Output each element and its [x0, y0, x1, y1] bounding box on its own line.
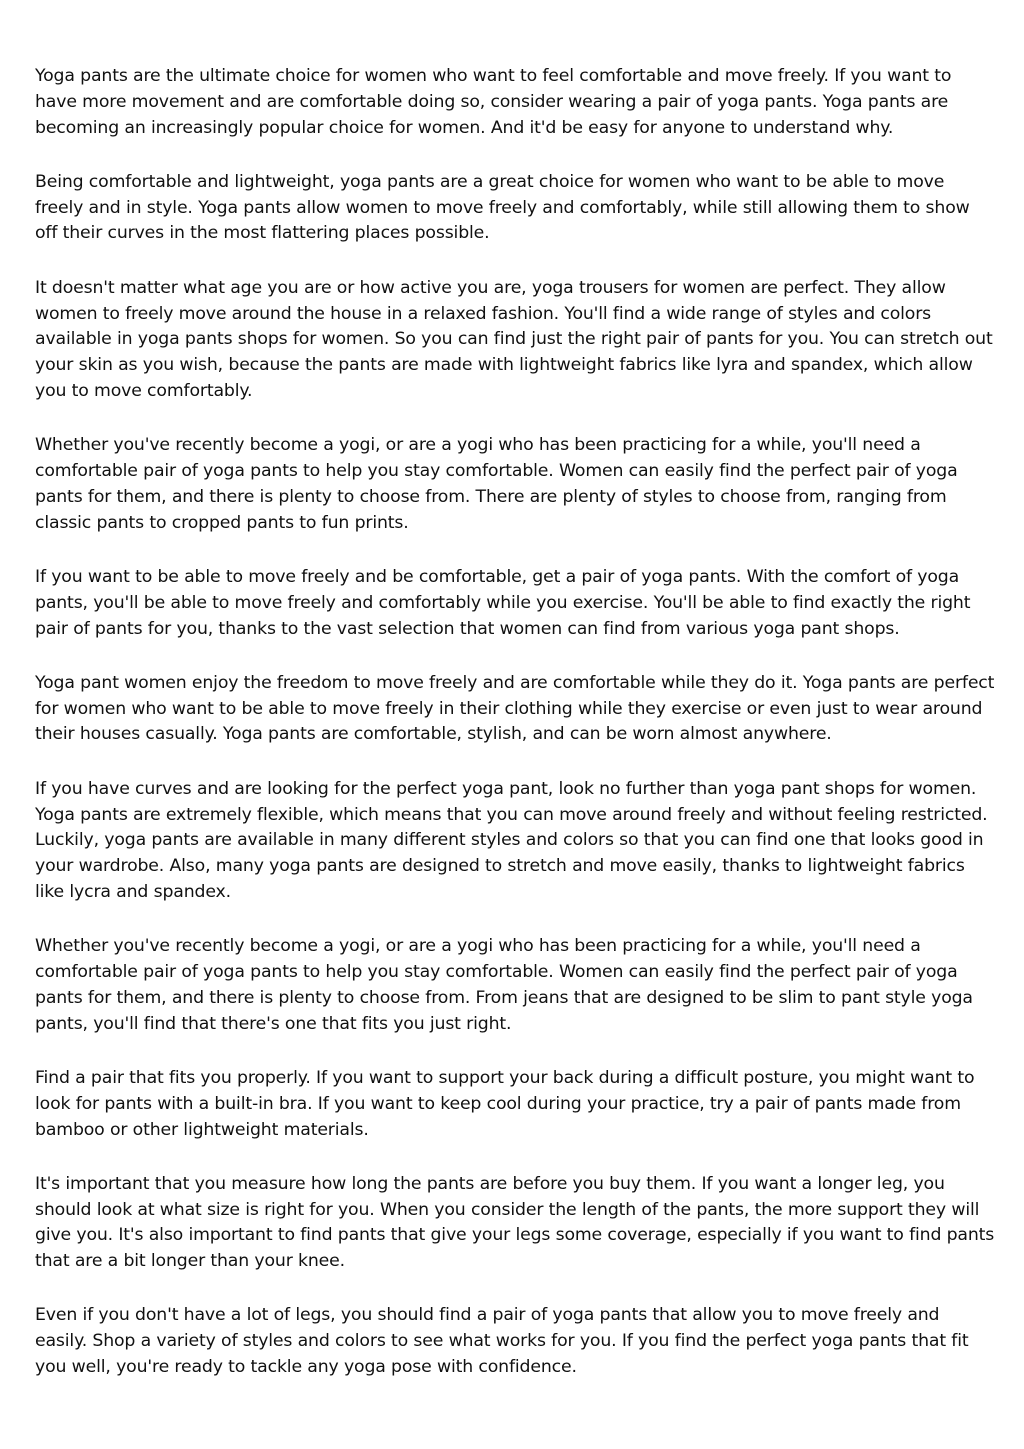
paragraph-8: Whether you've recently become a yogi, or are a yogi who has been practicing for a while, you'll need a comfortable pair of yoga pants to help you stay comfortable. Women can easily find the perfect pair of yoga pants for them, and there is plenty to choose from. From jeans that are designed to be slim to pant style yoga pants, you'll find that there's one that fits you just right. — [35, 936, 973, 1034]
paragraph-5: If you want to be able to move freely and be comfortable, get a pair of yoga pants. With the comfort of yoga pants, you'll be able to move freely and comfortably while you exercise. You'll be able to find exactly the right pair of pants for you, thanks to the vast selection that women can find from various yoga pant shops. — [35, 566, 971, 639]
paragraph-10: It's important that you measure how long the pants are before you buy them. If you want a longer leg, you should look at what size is right for you. When you consider the length of the pants, the more support they will give you. It's also important to find pants that give your legs some coverage, especially if you want to find pants that are a bit longer than your knee. — [35, 1173, 995, 1272]
paragraph-3: It doesn't matter what age you are or how active you are, yoga trousers for women are perfect. They allow women to freely move around the house in a relaxed fashion. You'll find a wide range of styles and colors available in yoga pants shops for women. So you can find just the right pair of pants for you. You can stretch out your skin as you wish, because the pants are made with lightweight fabrics like lyra and spandex, which allow you to move comfortably. — [35, 277, 993, 401]
paragraph-2: Being comfortable and lightweight, yoga pants are a great choice for women who want to be able to move freely and in style. Yoga pants allow women to move freely and comfortably, while still allowing them to show off their curves in the most flattering places possible. — [35, 171, 970, 244]
paragraph-11: Even if you don't have a lot of legs, you should find a pair of yoga pants that allow you to move freely and easily. Shop a variety of styles and colors to see what works for you. If you find the perfect yoga pants that fit you well, you're ready to tackle any yoga pose with confidence. — [35, 1305, 969, 1378]
paragraph-1: Yoga pants are the ultimate choice for women who want to feel comfortable and move freely. If you want to have more movement and are comfortable doing so, consider wearing a pair of yoga pants. Yoga pants are becoming an increasingly popular choice for women. And it'd be easy for anyone to understand why. — [35, 66, 952, 138]
paragraph-4: Whether you've recently become a yogi, or are a yogi who has been practicing for a while, you'll need a comfortable pair of yoga pants to help you stay comfortable. Women can easily find the perfect pair of yoga pants for them, and there is plenty to choose from. There are plenty of styles to choose from, ranging from classic pants to cropped pants to fun prints. — [35, 435, 958, 533]
paragraph-6: Yoga pant women enjoy the freedom to move freely and are comfortable while they do it. Yoga pants are perfect for women who want to be able to move freely in their clothing while they exercise or even just to wear around their houses casually. Yoga pants are comfortable, stylish, and can be worn almost anywhere. — [35, 672, 995, 745]
document-body — [35, 64, 995, 1409]
paragraph-9: Find a pair that fits you properly. If you want to support your back during a difficult posture, you might want to look for pants with a built-in bra. If you want to keep cool during your practice, try a pair of pants made from bamboo or other lightweight materials. — [35, 1067, 975, 1140]
paragraph-7: If you have curves and are looking for the perfect yoga pant, look no further than yoga pant shops for women. Yoga pants are extremely flexible, which means that you can move around freely and without feeling restricted. Luckily, yoga pants are available in many different styles and colors so that you can find one that looks good in your wardrobe. Also, many yoga pants are designed to stretch and move easily, thanks to lightweight fabrics like lycra and spandex. — [35, 778, 988, 902]
